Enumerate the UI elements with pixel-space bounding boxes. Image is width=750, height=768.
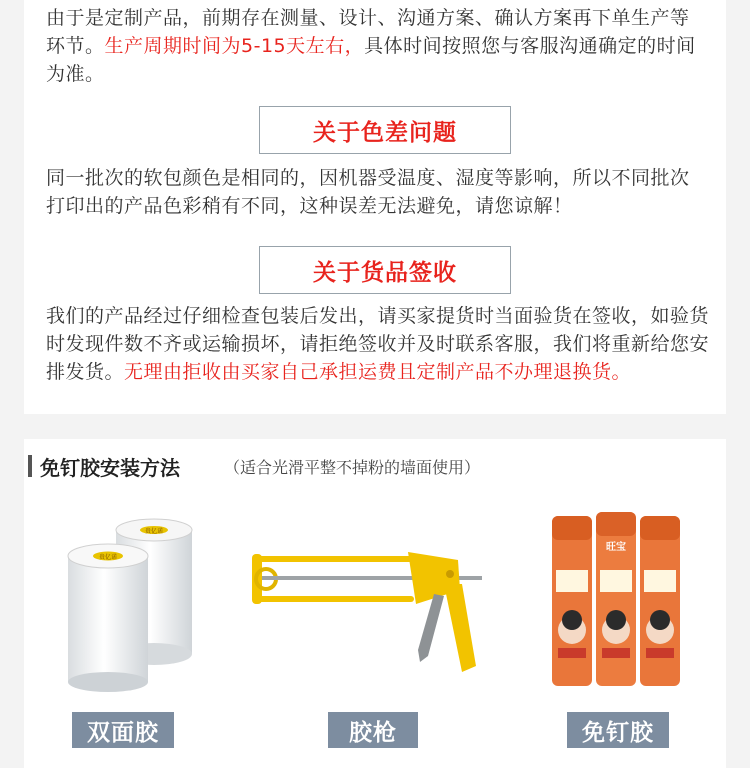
production-text: 由于是定制产品，前期存在测量、设计、沟通方案、确认方案再下单生产等环节。 (46, 7, 690, 57)
receipt-text-normal: 我们的产品经过仔细检查包装后发出，请买家提货时当面验货在签收，如验货时发现件数不齐或运输损坏，请拒绝签收并及时联系客服，我们将重新给您安排发货。 (46, 305, 710, 383)
color-difference-text: 同一批次的软包颜色是相同的，因机器受温度、湿度等影响，所以不同批次打印出的产品色彩稍有不同，这种误差无法避免，请您谅解！ (46, 167, 690, 217)
return-policy-highlight: 无理由拒收由买家自己承担运费且定制产品不办理退换货。 (124, 361, 632, 383)
production-period-highlight: 生产周期时间为5-15天左右， (104, 35, 365, 57)
no-nail-glue-tubes-icon (548, 508, 684, 690)
production-cycle-text (46, 4, 706, 88)
double-sided-tape-icon (62, 516, 202, 692)
install-subtitle: （适合光滑平整不掉粉的墙面使用） (224, 458, 481, 477)
tape-brand-back: 贵亿诺 (144, 528, 164, 535)
glue-brand: 旺宝 (606, 542, 626, 553)
install-title: 免钉胶安装方法 (40, 456, 180, 480)
label-caulking-gun: 胶枪 (328, 712, 418, 748)
color-difference-title: 关于色差问题 (259, 106, 511, 154)
production-text-end: 具体时间按照您与客服沟通确定的时间为准。 (46, 35, 696, 85)
glue-tube (552, 516, 592, 686)
receipt-title: 关于货品签收 (259, 246, 511, 294)
glue-tube (596, 512, 636, 686)
label-double-sided-tape: 双面胶 (72, 712, 174, 748)
receipt-text (46, 302, 710, 386)
section-marker (28, 455, 32, 477)
caulking-gun-icon (248, 544, 498, 674)
tape-brand-front: 贵亿诺 (98, 554, 118, 561)
label-no-nail-glue: 免钉胶 (567, 712, 669, 748)
glue-tube (640, 516, 680, 686)
